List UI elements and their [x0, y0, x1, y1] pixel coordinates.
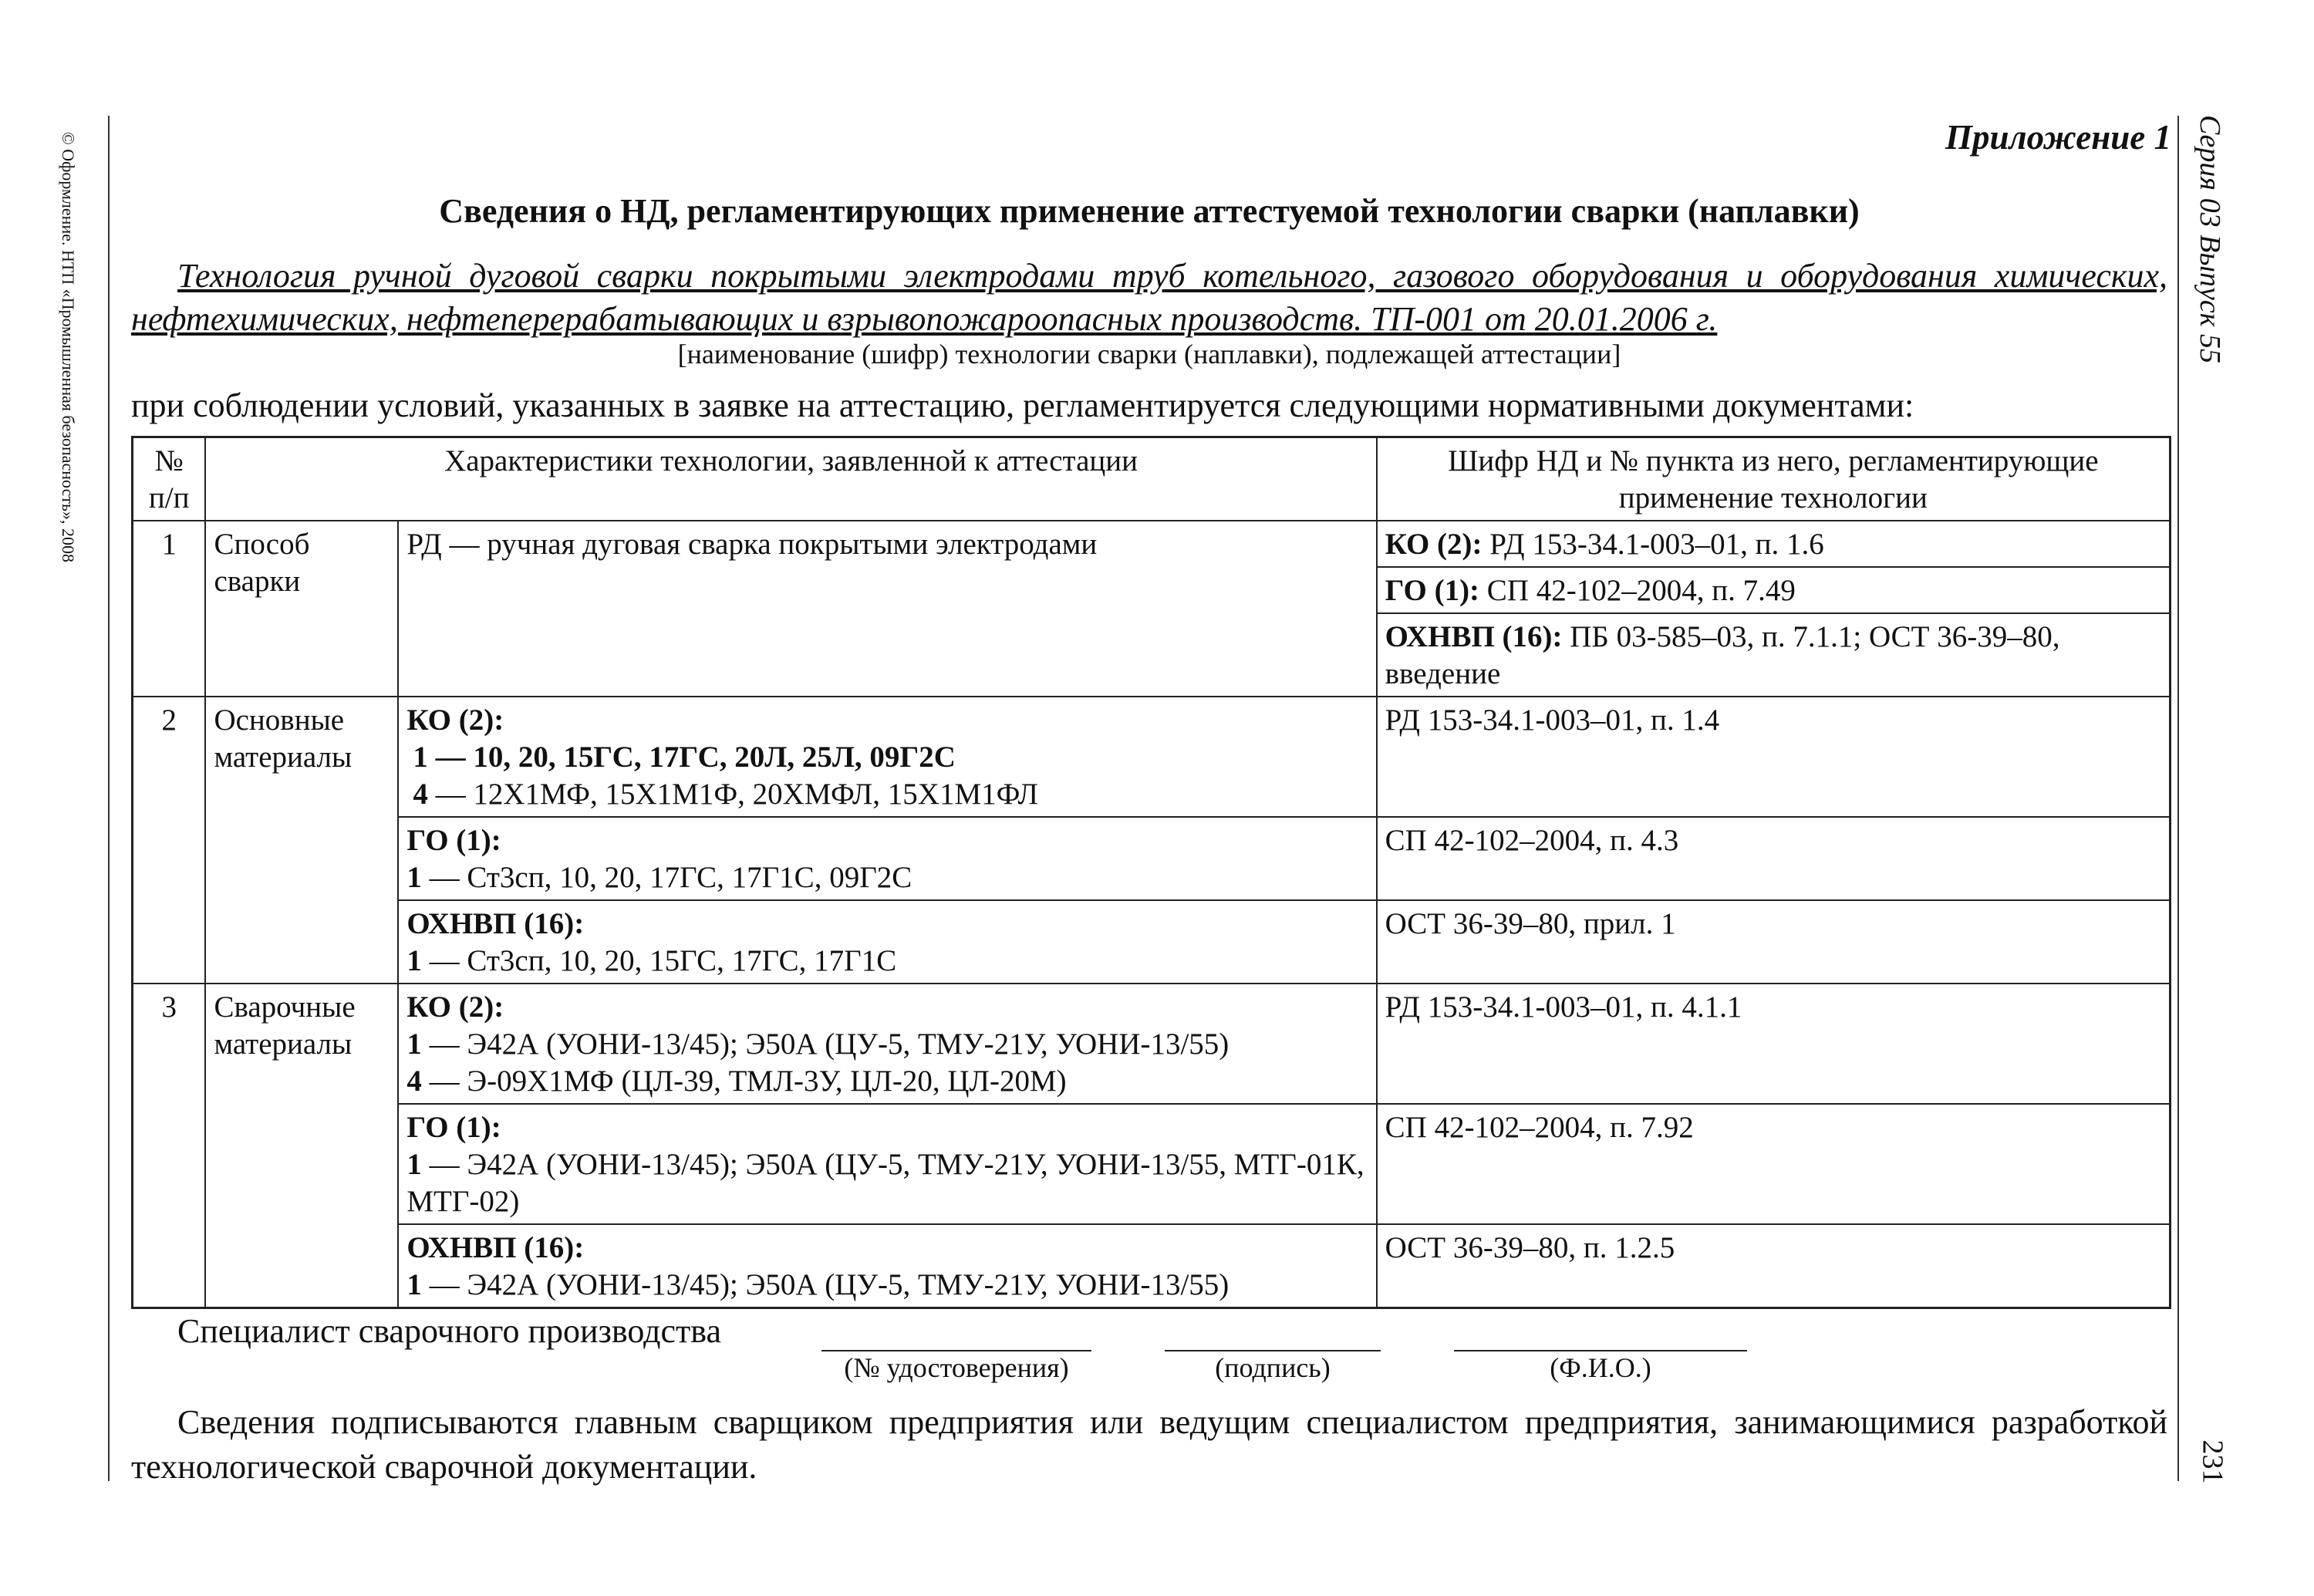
material-line — [406, 1026, 1368, 1063]
group-label: ГО (1): — [406, 824, 501, 857]
row-value: РД — ручная дуговая сварка покрытыми электродами — [398, 521, 1376, 697]
signature-caption: (подпись) — [1215, 1352, 1331, 1383]
material-text: — Э42А (УОНИ-13/45); Э50А (ЦУ-5, ТМУ-21У, УОНИ-13/55, МТГ-01К, МТГ-02) — [406, 1148, 1364, 1218]
right-margin-rule — [2177, 116, 2179, 1481]
material-text: — Ст3сп, 10, 20, 17ГС, 17Г1С, 09Г2С — [421, 861, 912, 894]
table-row — [133, 817, 2171, 900]
material-cell — [398, 1224, 1376, 1308]
material-cell — [398, 1104, 1376, 1224]
material-num: 1 — [406, 944, 422, 977]
header-num: № п/п — [133, 437, 206, 521]
row-number: 1 — [133, 521, 206, 697]
group-label: ОХНВП (16): — [406, 1231, 585, 1264]
page-number-margin — [2189, 1435, 2235, 1489]
material-cell — [398, 900, 1376, 984]
material-cell — [398, 697, 1376, 817]
material-cell — [398, 817, 1376, 900]
series-margin — [2183, 116, 2237, 363]
table-header-row — [133, 437, 2171, 521]
appendix-label: Приложение 1 — [1945, 118, 2171, 157]
material-line — [406, 859, 1368, 896]
nd-table — [131, 436, 2171, 1309]
material-text: — Э42А (УОНИ-13/45); Э50А (ЦУ-5, ТМУ-21У, УОНИ-13/55) — [421, 1027, 1230, 1061]
doc-text: СП 42-102–2004, п. 7.49 — [1479, 574, 1796, 607]
group-label: ОХНВП (16): — [406, 907, 585, 940]
doc-label: ОХНВП (16): — [1385, 620, 1563, 653]
specialist-label: Специалист сварочного производства — [177, 1312, 721, 1350]
copyright-text: © Оформление. НТП «Промышленная безопасность», 2008 — [59, 131, 79, 563]
doc-cell: ОСТ 36-39–80, прил. 1 — [1377, 900, 2171, 984]
technology-name: Технология ручной дуговой сварки покрытыми электродами труб котельного, газового оборудования и оборудования химических, нефтехимических, нефтеперерабатывающих и взрывопожароопасных производств. ТП-001 от 20.01.2006 г. — [131, 257, 2167, 338]
material-line — [406, 1267, 1368, 1304]
material-num: 1 — [406, 1027, 422, 1061]
copyright-margin — [29, 0, 106, 694]
material-num: 1 — [406, 1268, 422, 1301]
material-line — [406, 943, 1368, 980]
doc-label: КО (2): — [1385, 528, 1483, 561]
page-title: Сведения о НД, регламентирующих применение аттестуемой технологии сварки (наплавки) — [439, 192, 1860, 230]
material-text: — Э42А (УОНИ-13/45); Э50А (ЦУ-5, ТМУ-21У, УОНИ-13/55) — [421, 1268, 1230, 1301]
doc-cell: СП 42-102–2004, п. 4.3 — [1377, 817, 2171, 900]
row-number: 3 — [133, 984, 206, 1308]
table-row — [133, 900, 2171, 984]
row-name: Основные материалы — [205, 697, 398, 984]
header-characteristics: Характеристики технологии, заявленной к аттестации — [205, 437, 1376, 521]
group-label: КО (2): — [406, 704, 504, 737]
material-line — [406, 1063, 1368, 1100]
table-row — [133, 984, 2171, 1104]
material-num: 4 — [413, 778, 428, 811]
series-text: Серия 03 Выпуск 55 — [2194, 114, 2226, 364]
doc-cell: СП 42-102–2004, п. 7.92 — [1377, 1104, 2171, 1224]
intro-text: при соблюдении условий, указанных в заявке на аттестацию, регламентируется следующими нормативными документами: — [131, 386, 1914, 424]
doc-text: РД 153-34.1-003–01, п. 1.6 — [1482, 528, 1824, 561]
material-line — [406, 1146, 1368, 1220]
material-num: 4 — [406, 1065, 422, 1098]
doc-cell: ОСТ 36-39–80, п. 1.2.5 — [1377, 1224, 2171, 1308]
doc-cell — [1377, 567, 2171, 613]
table-row — [133, 1224, 2171, 1308]
header-document: Шифр НД и № пункта из него, регламентирующие применение технологии — [1377, 437, 2171, 521]
material-line — [406, 776, 1368, 813]
row-number: 2 — [133, 697, 206, 984]
material-line: 1 — 10, 20, 15ГС, 17ГС, 20Л, 25Л, 09Г2С — [413, 741, 956, 774]
certificate-caption: (№ удостоверения) — [844, 1352, 1069, 1383]
row-name: Способ сварки — [205, 521, 398, 697]
material-text: — Ст3сп, 10, 20, 15ГС, 17ГС, 17Г1С — [421, 944, 897, 977]
table-row — [133, 697, 2171, 817]
table-row — [133, 1104, 2171, 1224]
group-label: КО (2): — [406, 990, 504, 1024]
doc-label: ГО (1): — [1385, 574, 1480, 607]
material-text: — 12Х1МФ, 15Х1М1Ф, 20ХМФЛ, 15Х1М1ФЛ — [427, 778, 1038, 811]
table-row — [133, 521, 2171, 567]
technology-caption: [наименование (шифр) технологии сварки (наплавки), подлежащей аттестации] — [677, 339, 1621, 369]
doc-cell — [1377, 613, 2171, 697]
material-text: — Э-09Х1МФ (ЦЛ-39, ТМЛ-3У, ЦЛ-20, ЦЛ-20М) — [421, 1065, 1067, 1098]
group-label: ГО (1): — [406, 1111, 501, 1144]
page-number: 231 — [2196, 1439, 2228, 1484]
material-num: 1 — [406, 1148, 422, 1181]
material-num: 1 — [406, 861, 422, 894]
doc-cell: РД 153-34.1-003–01, п. 4.1.1 — [1377, 984, 2171, 1104]
left-margin-rule — [108, 116, 110, 1481]
material-cell — [398, 984, 1376, 1104]
doc-text: ПБ 03-585–03, п. 7.1.1; ОСТ 36-39–80, введение — [1385, 620, 2060, 690]
row-name: Сварочные материалы — [205, 984, 398, 1308]
signing-note: Сведения подписываются главным сварщиком предприятия или ведущим специалистом предприятия, занимающимися разработкой технологической сварочной документации. — [131, 1403, 2167, 1486]
name-caption: (Ф.И.О.) — [1550, 1352, 1651, 1383]
doc-cell — [1377, 521, 2171, 567]
doc-cell: РД 153-34.1-003–01, п. 1.4 — [1377, 697, 2171, 817]
